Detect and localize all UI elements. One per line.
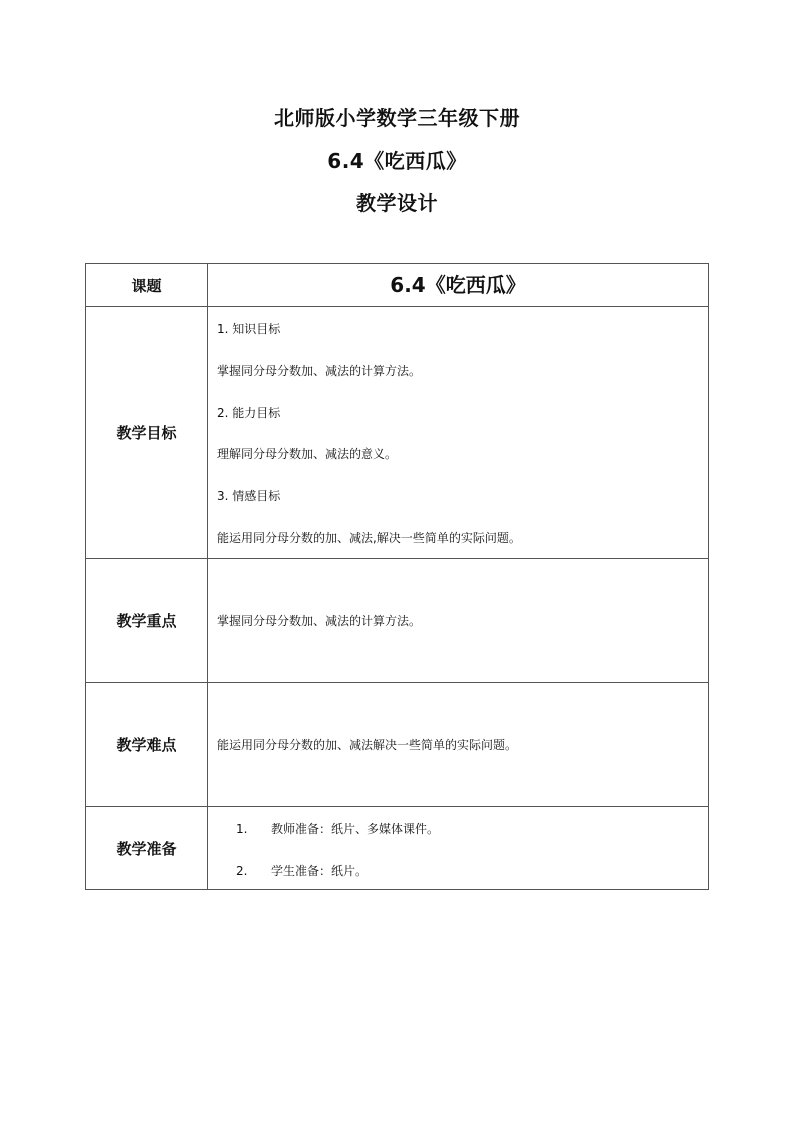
- preparation-label: 教学准备: [86, 807, 208, 890]
- table-row-objectives: [86, 307, 709, 559]
- lesson-plan-table: [85, 263, 709, 890]
- document-title: 北师版小学数学三年级下册: [274, 106, 520, 130]
- objective-heading-ability: 2. 能力目标: [217, 406, 281, 420]
- list-item-number: 2.: [236, 864, 248, 878]
- objective-heading-emotion: 3. 情感目标: [217, 489, 281, 503]
- list-item-text: 教师准备：纸片、多媒体课件。: [271, 822, 440, 836]
- objectives-cell: [208, 307, 709, 559]
- document-subtitle: 教学设计: [356, 191, 438, 215]
- key-points-label: 教学重点: [86, 559, 208, 683]
- list-item-number: 1.: [236, 822, 248, 836]
- list-item: [236, 819, 439, 839]
- key-points-cell: [208, 559, 709, 683]
- list-item: [236, 861, 367, 881]
- table-row-key-points: [86, 559, 709, 683]
- table-row-difficulties: [86, 683, 709, 807]
- topic-label: 课题: [86, 264, 208, 307]
- table-row-topic: [86, 264, 709, 307]
- preparation-cell: [208, 807, 709, 890]
- objective-heading-knowledge: 1. 知识目标: [217, 322, 281, 336]
- difficulties-label: 教学难点: [86, 683, 208, 807]
- lesson-title: 6.4《吃西瓜》: [327, 149, 467, 173]
- difficulties-text: 能运用同分母分数的加、减法解决一些简单的实际问题。: [217, 737, 518, 752]
- objectives-label: 教学目标: [86, 307, 208, 559]
- objective-text-knowledge: 掌握同分母分数加、减法的计算方法。: [217, 364, 422, 378]
- key-points-text: 掌握同分母分数加、减法的计算方法。: [217, 613, 422, 628]
- difficulties-cell: [208, 683, 709, 807]
- table-row-preparation: [86, 807, 709, 890]
- objective-text-ability: 理解同分母分数加、减法的意义。: [217, 447, 398, 461]
- list-item-text: 学生准备：纸片。: [271, 864, 368, 878]
- objective-text-emotion: 能运用同分母分数的加、减法,解决一些简单的实际问题。: [217, 531, 521, 545]
- topic-value: 6.4《吃西瓜》: [208, 264, 709, 307]
